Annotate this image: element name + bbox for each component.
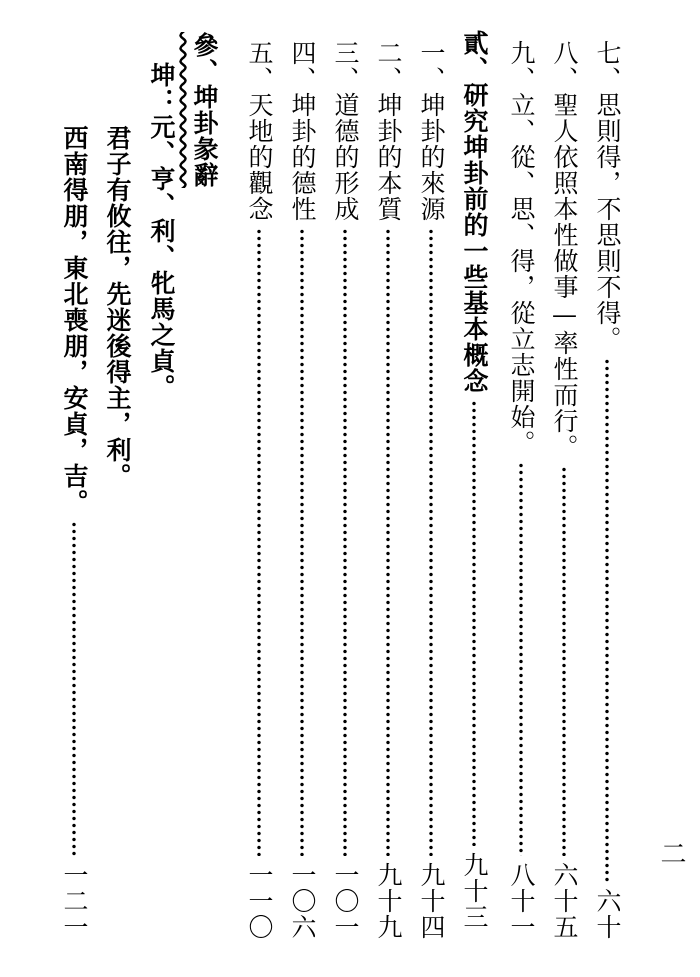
toc-entry-page: 九十九	[374, 862, 403, 940]
dot-leader	[369, 228, 407, 856]
toc-entry-2-4	[283, 40, 321, 940]
toc-entry-text: 貳、研究坤卦前的一些基本概念	[460, 30, 489, 394]
toc-entry-page: 九十三	[460, 852, 489, 930]
toc-entry-text: 二、坤卦的本質	[374, 40, 403, 222]
toc-entry-page: 一〇一	[331, 862, 360, 940]
toc-entry-page: 一一〇	[245, 862, 274, 940]
page-number: 二	[656, 840, 686, 866]
dot-leader	[502, 462, 540, 856]
dot-leader	[588, 358, 626, 882]
toc-entry-page: 六十	[593, 888, 622, 940]
toc-entry-page: 六十五	[550, 862, 579, 940]
toc-entry-text: 三、道德的形成	[331, 40, 360, 222]
dot-leader	[455, 400, 493, 846]
dot-leader	[283, 228, 321, 856]
dot-leader	[545, 466, 583, 856]
section-3-heading	[185, 32, 223, 188]
toc-entry-9	[502, 40, 540, 940]
section-3-line-3-text: 西南得朋，東北喪朋，安貞，吉。	[60, 125, 89, 515]
section-3-heading-text: 參、坤卦彖辭	[190, 32, 219, 188]
toc-entry-text: 八、聖人依照本性做事—率性而行。	[550, 40, 579, 460]
toc-entry-text: 四、坤卦的德性	[288, 40, 317, 222]
section-3-line-2	[98, 125, 136, 489]
section-3-line-1	[142, 62, 180, 400]
section-3-line-3	[55, 125, 93, 940]
dot-leader	[326, 228, 364, 856]
dot-leader	[412, 228, 450, 856]
dot-leader	[55, 521, 93, 856]
section-3-line-1-text: 坤：元、亨、利、牝馬之貞。	[147, 62, 176, 400]
toc-entry-page: 八十一	[507, 862, 536, 940]
toc-entry-text: 九、立、從、思、得，從立志開始。	[507, 40, 536, 456]
toc-entry-page: 九十四	[417, 862, 446, 940]
section-3-line-3-page: 一二一	[60, 862, 89, 940]
toc-entry-2-3	[326, 40, 364, 940]
dot-leader	[240, 228, 278, 856]
toc-entry-8	[545, 40, 583, 940]
toc-entry-text: 七、思則得，不思則不得。	[593, 40, 622, 352]
toc-entry-text: 一、坤卦的來源	[417, 40, 446, 222]
toc-entry-2-2	[369, 40, 407, 940]
section-3-line-2-text: 君子有攸往，先迷後得主，利。	[103, 125, 132, 489]
toc-entry-2-5	[240, 40, 278, 940]
toc-section-2-heading	[455, 30, 493, 930]
toc-entry-text: 五、天地的觀念	[245, 40, 274, 222]
toc-entry-7	[588, 40, 626, 940]
toc-entry-2-1	[412, 40, 450, 940]
toc-entry-page: 一〇六	[288, 862, 317, 940]
